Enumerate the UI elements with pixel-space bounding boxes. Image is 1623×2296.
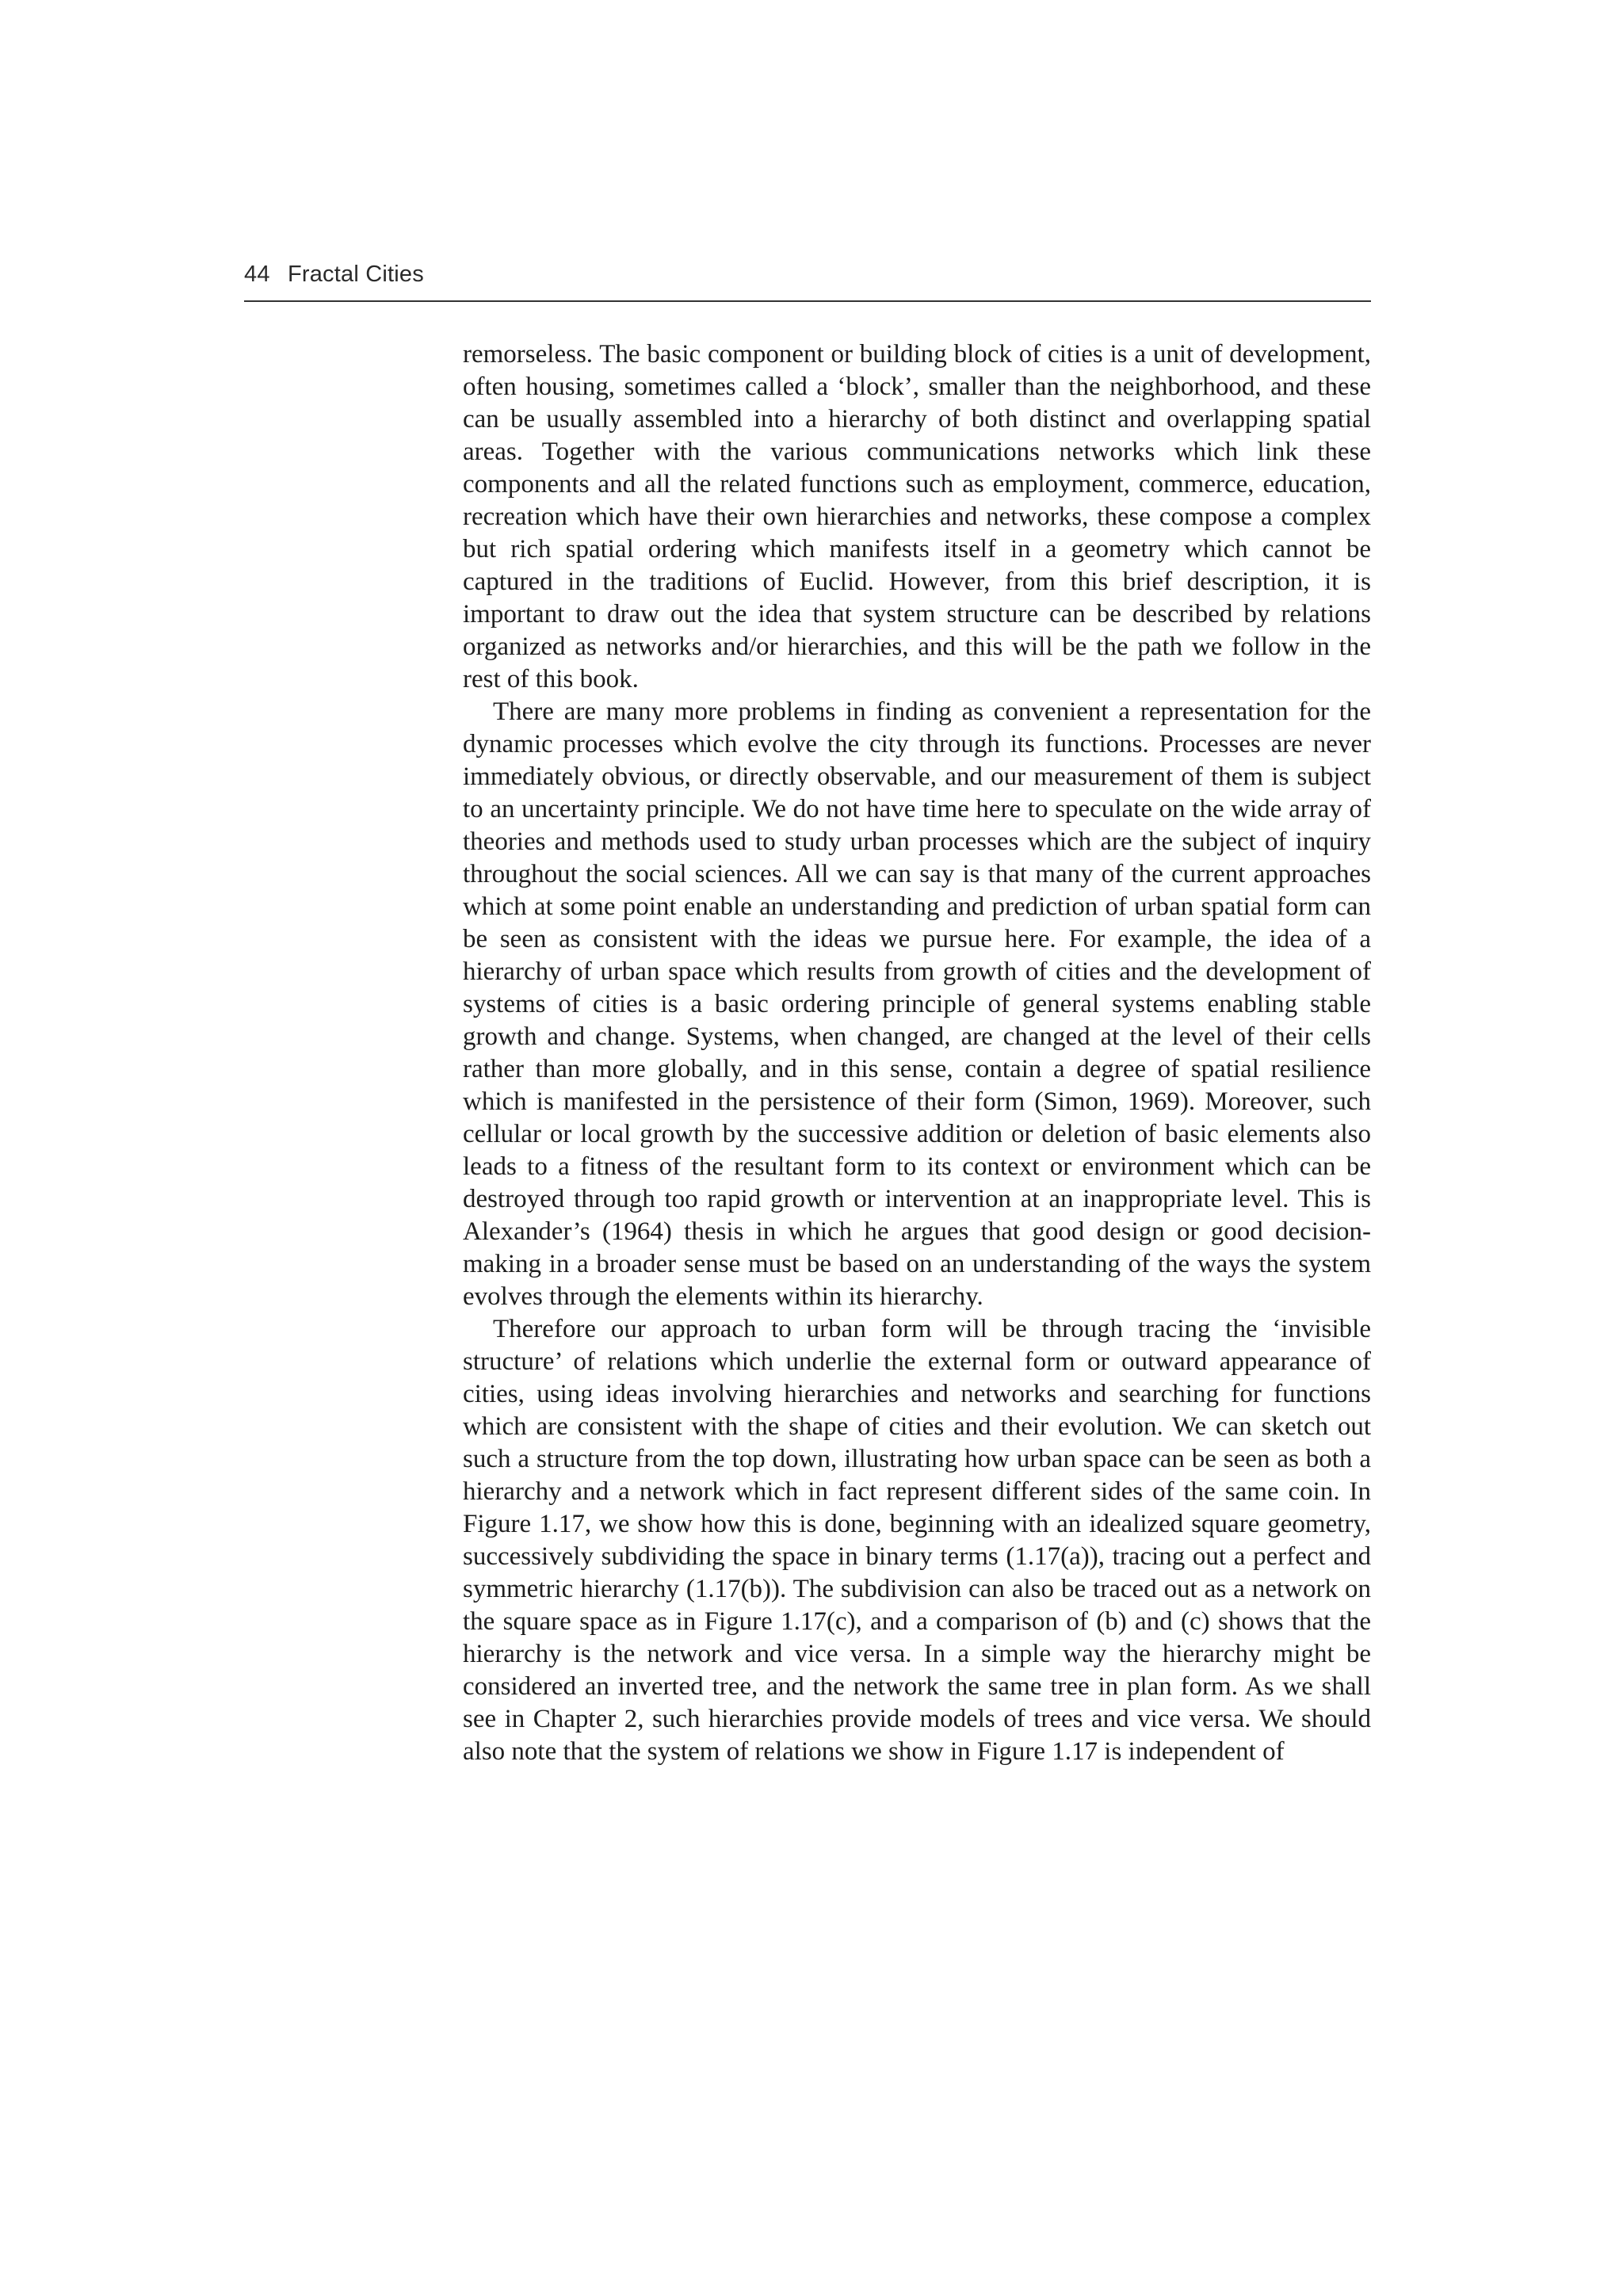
paragraph-1: remorseless. The basic component or building block of cities is a unit of development, often housing, sometimes called a ‘block’, smaller than the neighborhood, and these can be usually assembled into a hierarchy of both distinct and overlapping spatial areas. Together with the various communications networks which link these components and all the related functions such as employment, commerce, education, recreation which have their own hierarchies and networks, these compose a complex but rich spatial ordering which manifests itself in a geometry which cannot be captured in the traditions of Euclid. However, from this brief description, it is important to draw out the idea that system structure can be described by relations organized as networks and/or hierarchies, and this will be the path we follow in the rest of this book.	[463, 340, 1371, 693]
body-text	[463, 338, 1371, 1768]
running-head	[244, 262, 424, 288]
header-rule	[244, 300, 1371, 302]
paragraph-2: There are many more problems in finding as convenient a representation for the dynamic processes which evolve the city through its functions. Processes are never immediately obvious, or directly observable, and our measurement of them is subject to an uncertainty principle. We do not have time here to speculate on the wide array of theories and methods used to study urban processes which are the subject of inquiry throughout the social sciences. All we can say is that many of the current approaches which at some point enable an understanding and prediction of urban spatial form can be seen as consistent with the ideas we pursue here. For example, the idea of a hierarchy of urban space which results from growth of cities and the development of systems of cities is a basic ordering principle of general systems enabling stable growth and change. Systems, when changed, are changed at the level of their cells rather than more globally, and in this sense, contain a degree of spatial resilience which is manifested in the persistence of their form (Simon, 1969). Moreover, such cellular or local growth by the successive addition or deletion of basic elements also leads to a fitness of the resultant form to its context or environment which can be destroyed through too rapid growth or intervention at an inappropriate level. This is Alexander’s (1964) thesis in which he argues that good design or good decision-making in a broader sense must be based on an understanding of the ways the system evolves through the elements within its hierarchy.	[463, 697, 1371, 1311]
running-title: Fractal Cities	[287, 262, 424, 287]
paragraph-3: Therefore our approach to urban form will be through tracing the ‘invisible structure’ of relations which underlie the external form or outward appearance of cities, using ideas involving hierarchies and networks and searching for functions which are consistent with the shape of cities and their evolution. We can sketch out such a structure from the top down, illustrating how urban space can be seen as both a hierarchy and a network which in fact represent different sides of the same coin. In Figure 1.17, we show how this is done, beginning with an idealized square geometry, successively subdividing the space in binary terms (1.17(a)), tracing out a perfect and symmetric hierarchy (1.17(b)). The subdivision can also be traced out as a network on the square space as in Figure 1.17(c), and a comparison of (b) and (c) shows that the hierarchy is the network and vice versa. In a simple way the hierarchy might be considered an inverted tree, and the network the same tree in plan form. As we shall see in Chapter 2, such hierarchies provide models of trees and vice versa. We should also note that the system of relations we show in Figure 1.17 is independent of	[463, 1315, 1371, 1766]
page-number: 44	[244, 262, 270, 287]
